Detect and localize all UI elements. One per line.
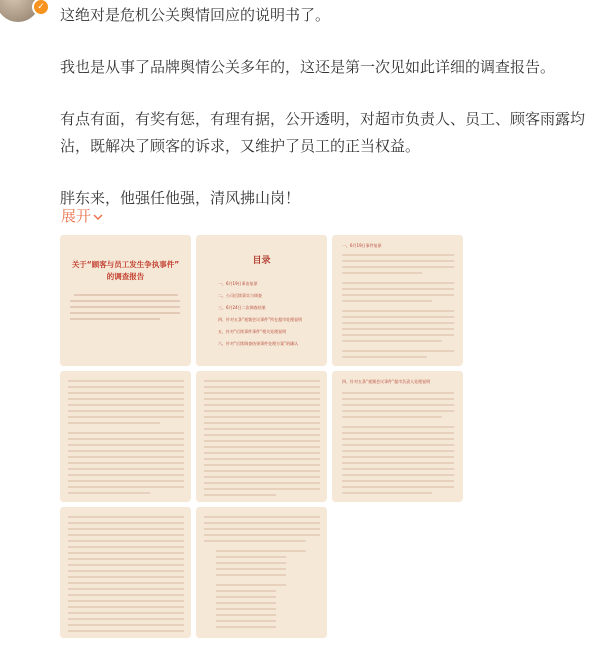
report-cover-image	[60, 235, 191, 366]
toc-item: 三、6月24日二次调查结果	[218, 305, 266, 310]
image-thumb-page[interactable]	[60, 371, 191, 502]
toc-item: 五、针对“后续事件事件”相关处理说明	[218, 329, 287, 334]
toc-heading: 目录	[252, 256, 271, 266]
expand-link[interactable]	[61, 205, 103, 226]
image-thumb-page[interactable]	[60, 507, 191, 638]
toc-item: 二、公司后续事实与调查	[218, 293, 262, 298]
report-page-image	[60, 371, 191, 502]
report-page-image	[196, 371, 327, 502]
post-paragraph: 胖东来，他强任他强，清风拂山岗！	[60, 189, 301, 207]
report-page-image	[60, 507, 191, 638]
toc-item: 一、6月19日事由复原	[218, 281, 258, 286]
post-paragraph: 我也是从事了品牌舆情公关多年的，这还是第一次见如此详细的调查报告。	[60, 58, 556, 76]
post-paragraph: 有点有面，有奖有惩，有理有据，公开透明，对超市负责人、员工、顾客雨露均沾，既解决了顾客的诉求，又维护了员工的正当权益。	[60, 110, 586, 155]
expand-label: 展开	[61, 207, 92, 225]
post-paragraph: 这绝对是危机公关舆情回应的说明书了。	[60, 6, 331, 24]
toc-item: 四、针对五条“视频会议事件”所在超市处理说明	[218, 317, 303, 322]
cover-title-line: 关于“顾客与员工发生争执事件”	[71, 260, 180, 269]
image-thumb-cover[interactable]	[60, 235, 191, 366]
toc-item: 六、针对“后续调查结果事件处理方案”的确认	[218, 341, 299, 346]
page-section-header: 一、6月19日事件复原	[342, 243, 382, 248]
report-page-image	[332, 235, 463, 366]
report-page-image	[332, 371, 463, 502]
chevron-down-icon	[93, 207, 103, 225]
image-thumb-page[interactable]	[196, 507, 327, 638]
page-section-header: 四、针对五条“视频会议事件”超市负责人处理说明	[342, 379, 431, 384]
image-thumb-page[interactable]	[332, 235, 463, 366]
image-grid	[60, 235, 464, 637]
report-toc-image	[196, 235, 327, 366]
image-thumb-page[interactable]	[332, 371, 463, 502]
image-thumb-toc[interactable]	[196, 235, 327, 366]
post-text	[60, 2, 600, 237]
cover-title-line: 的调查报告	[106, 272, 145, 281]
report-page-image	[196, 507, 327, 638]
image-thumb-page[interactable]	[196, 371, 327, 502]
verified-badge-icon: ✓	[32, 0, 50, 16]
